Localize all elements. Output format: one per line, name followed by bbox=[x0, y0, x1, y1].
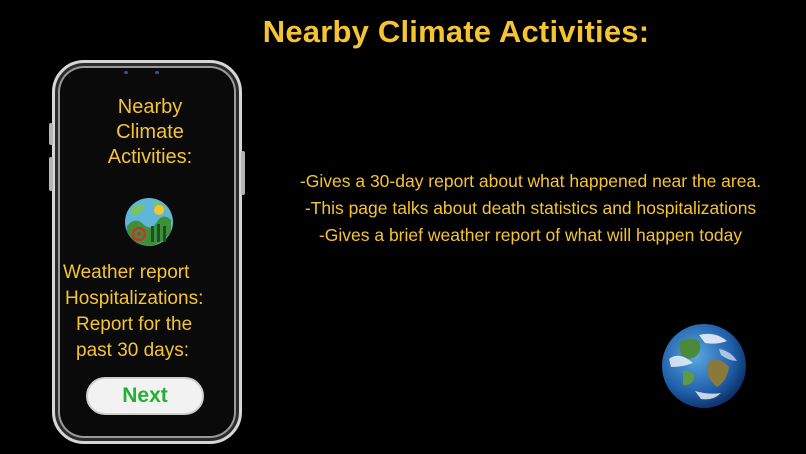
phone-sensor bbox=[124, 71, 128, 74]
list-item: past 30 days: bbox=[76, 340, 190, 361]
description-line: -This page talks about death statistics and hospitalizations bbox=[304, 198, 757, 218]
screen-report-list bbox=[55, 260, 241, 364]
screen-title-line: Climate bbox=[116, 121, 184, 143]
feature-description bbox=[258, 168, 803, 249]
phone-sensor bbox=[155, 71, 159, 74]
next-button[interactable]: Next bbox=[86, 377, 204, 415]
list-item: Report for the bbox=[76, 314, 193, 335]
climate-landscape-icon bbox=[123, 196, 175, 248]
screen-title bbox=[55, 95, 245, 170]
list-item: Hospitalizations: bbox=[65, 288, 204, 309]
description-line: -Gives a brief weather report of what will happen today bbox=[318, 225, 743, 245]
screen-title-line: Activities: bbox=[107, 146, 193, 168]
phone-volume-button bbox=[49, 157, 53, 191]
earth-globe-icon bbox=[659, 321, 749, 411]
phone-mockup bbox=[52, 60, 242, 444]
phone-volume-button bbox=[49, 123, 53, 145]
screen-title-line: Nearby bbox=[117, 96, 183, 118]
list-item: Weather report bbox=[63, 262, 190, 283]
slide-title: Nearby Climate Activities: bbox=[262, 14, 650, 49]
description-line: -Gives a 30-day report about what happened near the area. bbox=[299, 171, 762, 191]
